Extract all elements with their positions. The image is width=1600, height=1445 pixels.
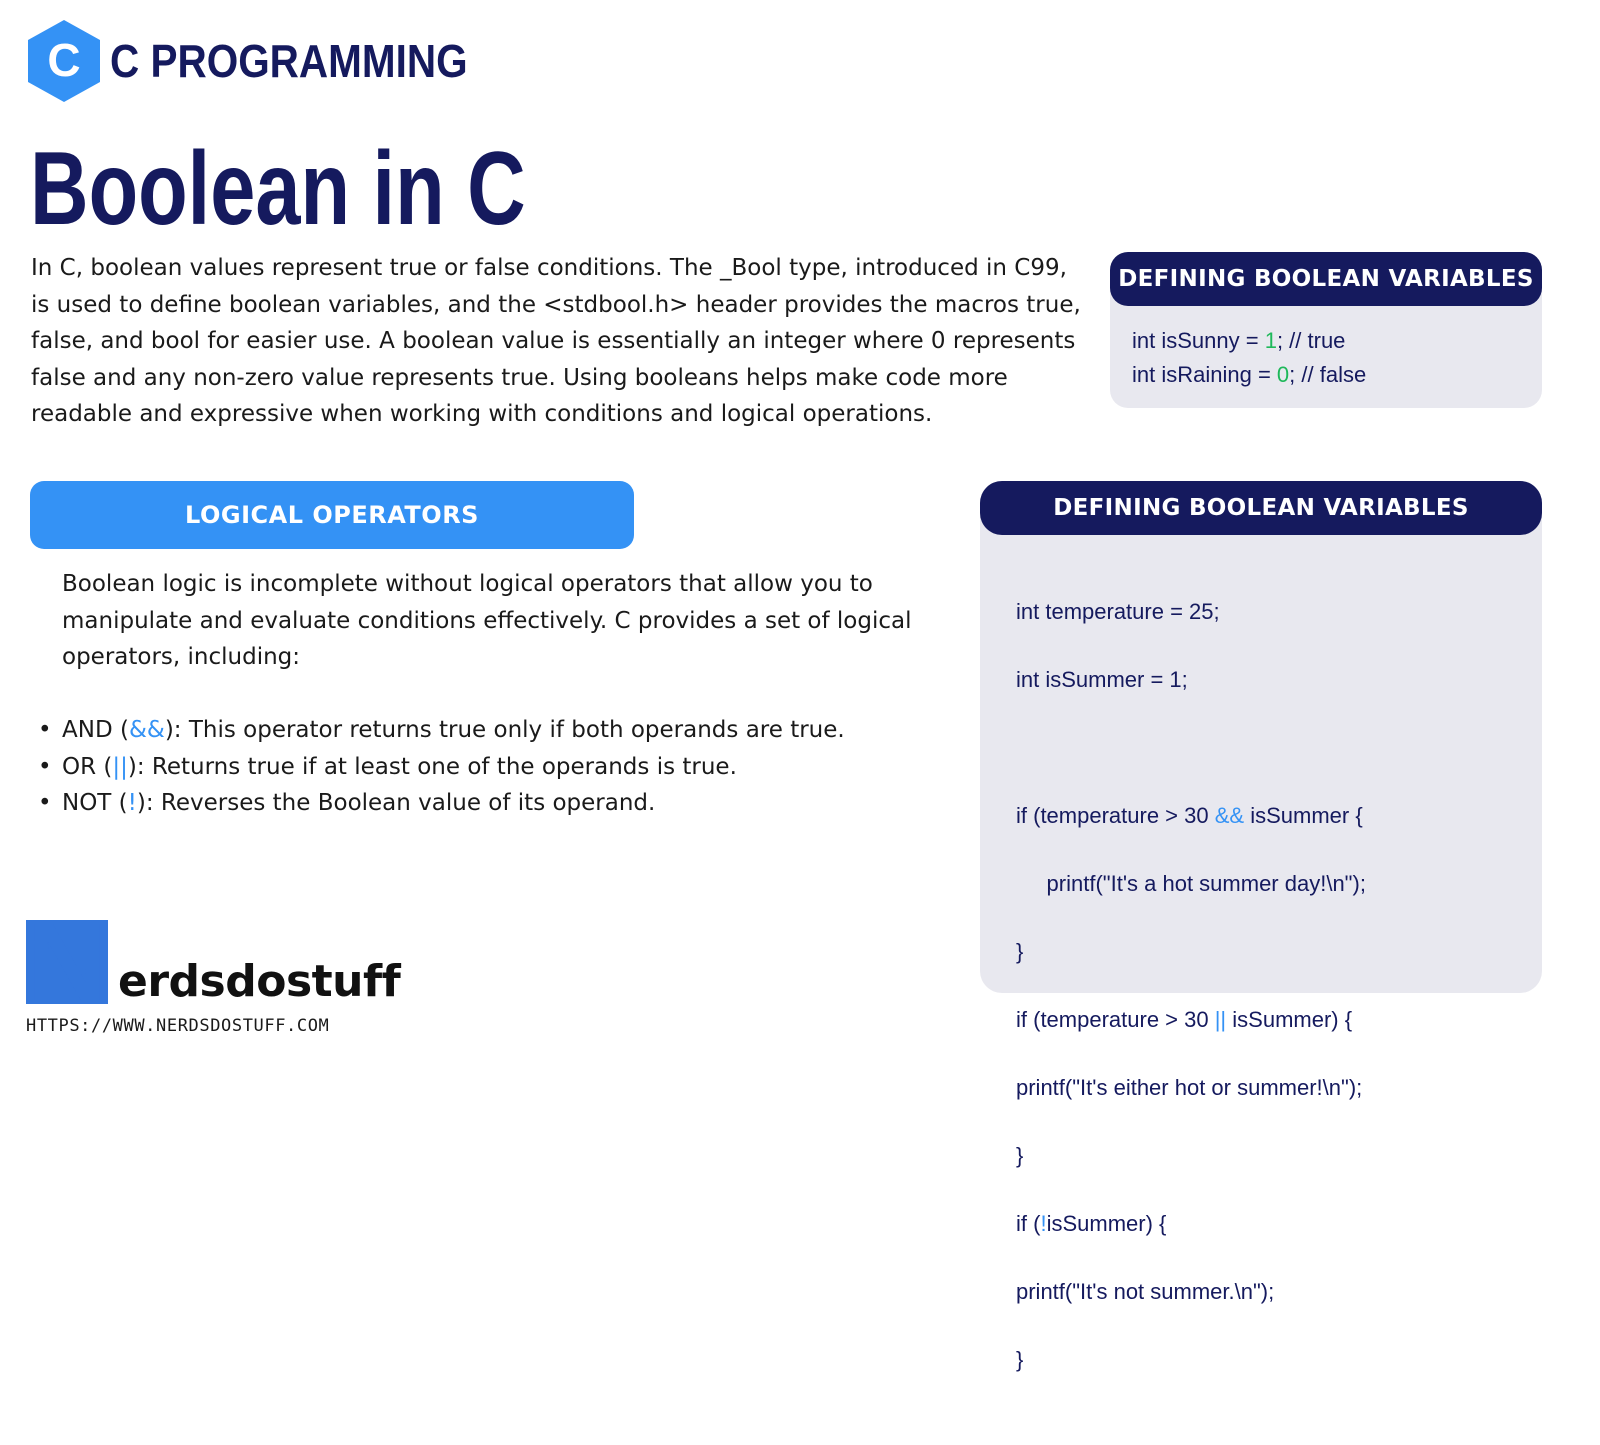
logical-operators-text: Boolean logic is incomplete without logical operators that allow you to manipulate and evaluate conditions effectively. C provides a set of logical operators, including: — [62, 571, 912, 671]
brand-name: C PROGRAMMING — [110, 35, 468, 87]
code-line: int isSunny = 1; // true — [1132, 328, 1346, 353]
list-item: • NOT (!): Reverses the Boolean value of its operand. — [38, 785, 845, 822]
card-heading: DEFINING BOOLEAN VARIABLES — [980, 481, 1542, 535]
code-line: printf("It's a hot summer day!\n"); — [1016, 871, 1366, 896]
logo-wordmark: erdsdostuff — [118, 956, 401, 1007]
code-line: int isRaining = 0; // false — [1132, 362, 1367, 387]
code-block — [1110, 306, 1542, 392]
n-logo-letter: N — [27, 901, 107, 1024]
code-line: } — [1016, 939, 1024, 964]
header — [26, 18, 516, 104]
code-line: int isSummer = 1; — [1016, 667, 1188, 692]
code-line: printf("It's not summer.\n"); — [1016, 1279, 1275, 1304]
nerdsdostuff-logo[interactable] — [26, 901, 401, 1024]
c-logo-icon — [26, 18, 102, 104]
c-logo-letter: C — [47, 34, 81, 86]
card-heading: DEFINING BOOLEAN VARIABLES — [1110, 252, 1542, 306]
code-line: } — [1016, 1143, 1024, 1168]
code-line: printf("It's either hot or summer!\n"); — [1016, 1075, 1363, 1100]
code-line: if (temperature > 30 || isSummer) { — [1016, 1007, 1353, 1032]
code-block — [980, 535, 1542, 1445]
code-line: } — [1016, 1347, 1024, 1372]
intro-paragraph: In C, boolean values represent true or false conditions. The _Bool type, introduced in C99, is used to define boolean variables, and the <stdbool.h> header provides the macros true, false, and bool for easier use. A boolean value is essentially an integer where 0 represents false and any non-zero value represents true. Using booleans helps make code more readable and expressive when working with conditions and logical operations. — [31, 255, 1081, 428]
page-title: Boolean in C — [30, 131, 526, 247]
list-item: • OR (||): Returns true if at least one of the operands is true. — [38, 749, 845, 786]
logical-operators-button[interactable]: LOGICAL OPERATORS — [30, 481, 634, 549]
site-url[interactable]: HTTPS://WWW.NERDSDOSTUFF.COM — [26, 1016, 330, 1036]
code-example-card — [980, 481, 1542, 1372]
code-line: if (temperature > 30 && isSummer { — [1016, 803, 1363, 828]
code-line: int temperature = 25; — [1016, 599, 1220, 624]
defining-boolean-variables-card — [1110, 252, 1542, 408]
code-line — [1016, 731, 1542, 765]
code-line: if (!isSummer) { — [1016, 1211, 1167, 1236]
operators-list — [38, 712, 845, 822]
n-logo-icon — [26, 901, 108, 1024]
list-item: • AND (&&): This operator returns true only if both operands are true. — [38, 712, 845, 749]
